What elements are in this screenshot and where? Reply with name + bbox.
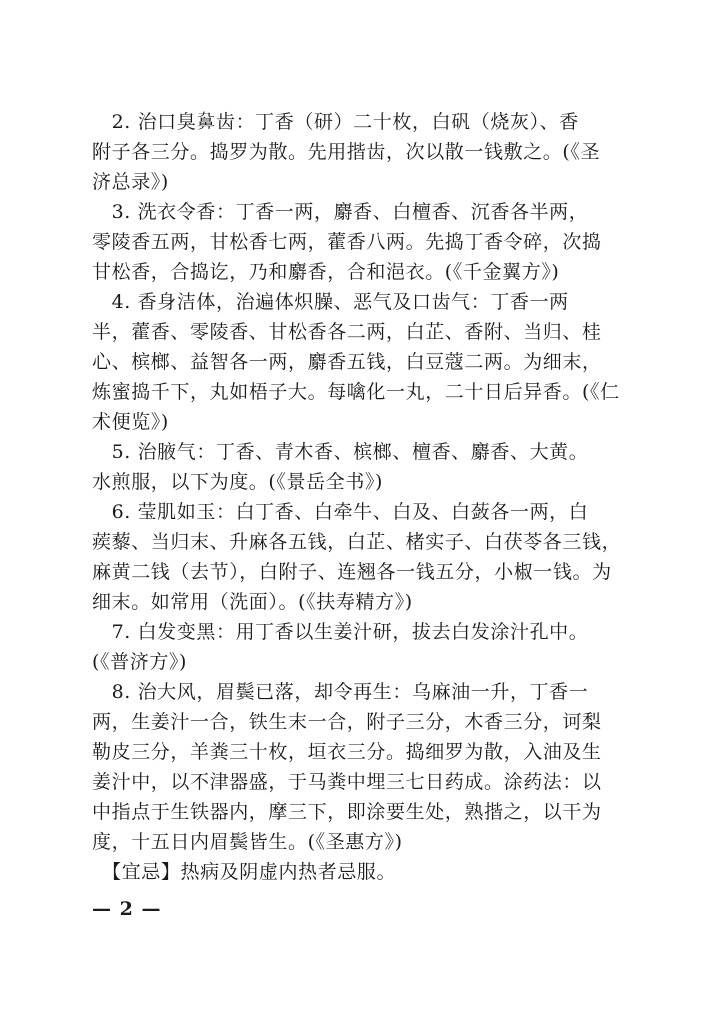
body-text <box>92 107 632 887</box>
text-line: 8. 治大风，眉鬓已落，却令再生：乌麻油一升，丁香一 <box>92 681 589 703</box>
text-line: 姜汁中，以不津器盛，于马粪中埋三七日药成。涂药法：以 <box>92 771 602 793</box>
text-line: (《普济方》) <box>92 651 188 673</box>
text-line: 零陵香五两，甘松香七两，藿香八两。先捣丁香令碎，次捣 <box>92 231 602 253</box>
text-line: 麻黄二钱（去节），白附子、连翘各一钱五分，小椒一钱。为 <box>92 561 612 583</box>
text-line: 【宜忌】热病及阴虚内热者忌服。 <box>92 861 397 883</box>
text-line: 2. 治口臭𪖒齿：丁香（研）二十枚，白矾（烧灰）、香 <box>92 111 579 133</box>
text-line: 勒皮三分，羊粪三十枚，垣衣三分。捣细罗为散，入油及生 <box>92 741 602 763</box>
text-line: 4. 香身洁体，治遍体炽臊、恶气及口齿气：丁香一两 <box>92 291 569 313</box>
text-line: 3. 洗衣令香：丁香一两，麝香、白檀香、沉香各半两， <box>92 201 589 223</box>
text-line: 6. 莹肌如玉：白丁香、白牵牛、白及、白蔹各一两，白 <box>92 501 589 523</box>
text-line: 水煎服，以下为度。(《景岳全书》) <box>92 471 384 493</box>
text-line: 术便览》) <box>92 411 169 433</box>
page-number: — 2 — <box>92 898 162 920</box>
text-line: 细末。如常用（洗面）。(《扶寿精方》) <box>92 591 413 613</box>
text-line: 中指点于生铁器内，摩三下，即涂要生处，熟揩之，以干为 <box>92 801 602 823</box>
text-line: 甘松香，合捣讫，乃和麝香，合和浥衣。(《千金翼方》) <box>92 261 560 283</box>
text-line: 心、槟榔、益智各一两，麝香五钱，白豆蔻二两。为细末， <box>92 351 602 373</box>
text-line: 两，生姜汁一合，铁生末一合，附子三分，木香三分，诃梨 <box>92 711 602 733</box>
text-line: 度，十五日内眉鬓皆生。(《圣惠方》) <box>92 831 403 853</box>
text-line: 附子各三分。捣罗为散。先用揩齿，次以散一钱敷之。(《圣 <box>92 141 601 163</box>
text-line: 7. 白发变黑：用丁香以生姜汁研，拔去白发涂汁孔中。 <box>92 621 589 643</box>
text-line: 5. 治腋气：丁香、青木香、槟榔、檀香、麝香、大黄。 <box>92 441 589 463</box>
text-line: 半，藿香、零陵香、甘松香各二两，白芷、香附、当归、桂 <box>92 321 602 343</box>
text-line: 炼蜜捣千下，丸如梧子大。每噙化一丸，二十日后异香。(《仁 <box>92 381 620 403</box>
text-line: 济总录》) <box>92 171 169 193</box>
text-line: 蒺藜、当归末、升麻各五钱，白芷、楮实子、白茯苓各三钱， <box>92 531 622 553</box>
